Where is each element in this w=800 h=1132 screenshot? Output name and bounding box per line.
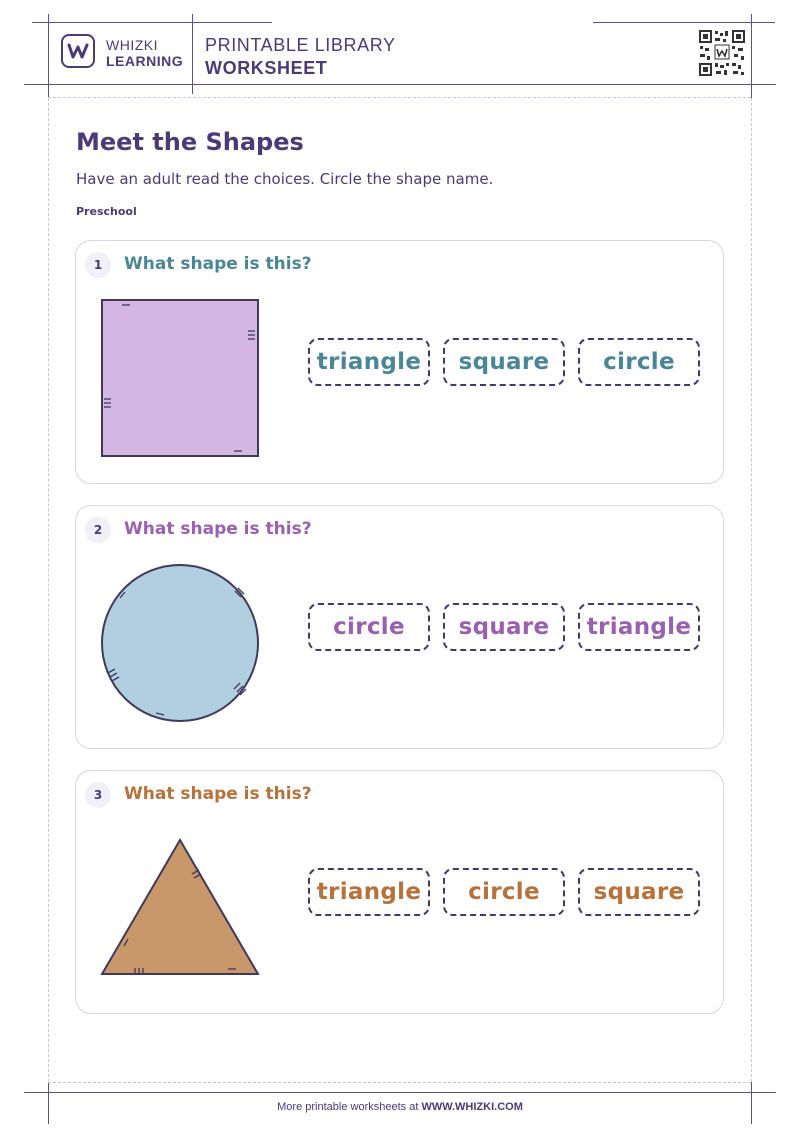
question-card-2	[75, 505, 724, 749]
answer-options	[308, 603, 702, 653]
circle-shape	[98, 561, 262, 725]
footer-site-link[interactable]: WWW.WHIZKI.COM	[421, 1101, 523, 1113]
worksheet-instructions: Have an adult read the choices. Circle the shape name.	[76, 170, 494, 188]
brand-line-1: WHIZKI	[106, 37, 158, 53]
header-divider	[192, 14, 193, 94]
answer-option[interactable]: triangle	[308, 338, 430, 386]
question-prompt: What shape is this?	[124, 254, 312, 274]
library-line-1: PRINTABLE LIBRARY	[205, 35, 396, 55]
page-right-dashed-border	[751, 98, 752, 1082]
page-bottom-dashed-border	[48, 1082, 751, 1083]
answer-options	[308, 868, 702, 918]
header-right-rule	[751, 14, 752, 100]
footer-top-rule	[24, 1092, 776, 1093]
brand-line-2: LEARNING	[106, 53, 184, 69]
answer-option[interactable]: square	[443, 338, 565, 386]
question-card-1	[75, 240, 724, 484]
brand-name	[106, 37, 183, 69]
header-top-rule-right	[593, 22, 775, 23]
answer-option[interactable]: circle	[308, 603, 430, 651]
question-number: 3	[85, 782, 111, 808]
answer-option[interactable]: triangle	[308, 868, 430, 916]
worksheet-title: Meet the Shapes	[76, 128, 304, 156]
square-shape	[98, 296, 262, 460]
library-line-2: WORKSHEET	[205, 58, 328, 78]
answer-option[interactable]: triangle	[578, 603, 700, 651]
question-number: 2	[85, 517, 111, 543]
question-number: 1	[85, 252, 111, 278]
header-top-rule	[32, 22, 272, 23]
qr-code-icon	[698, 29, 746, 77]
answer-option[interactable]: square	[578, 868, 700, 916]
question-prompt: What shape is this?	[124, 784, 312, 804]
grade-level: Preschool	[76, 205, 137, 218]
question-prompt: What shape is this?	[124, 519, 312, 539]
header-left-rule	[48, 14, 49, 100]
header-bottom-rule	[24, 84, 776, 85]
answer-option[interactable]: circle	[443, 868, 565, 916]
page-top-dashed-border	[48, 97, 751, 98]
footer-prefix: More printable worksheets at	[277, 1101, 422, 1113]
page-left-dashed-border	[48, 98, 49, 1082]
answer-options	[308, 338, 702, 388]
library-label	[205, 34, 396, 80]
question-card-3	[75, 770, 724, 1014]
answer-option[interactable]: square	[443, 603, 565, 651]
answer-option[interactable]: circle	[578, 338, 700, 386]
w-logo-icon	[61, 34, 95, 68]
footer-text	[0, 1101, 800, 1113]
triangle-shape	[98, 826, 262, 990]
